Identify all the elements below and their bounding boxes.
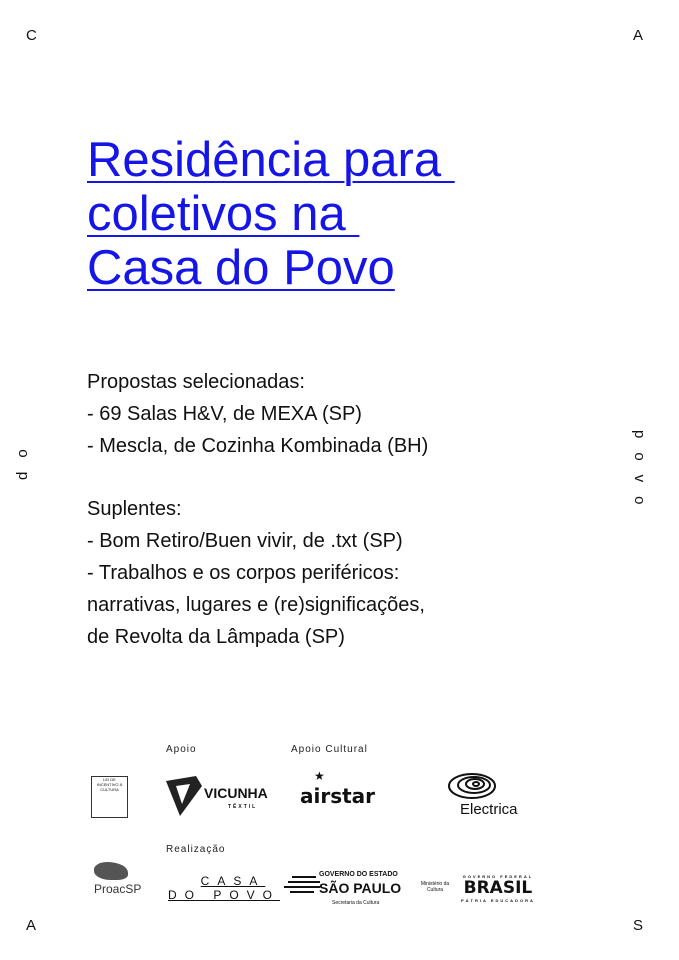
lei-incentivo-logo [91,776,128,818]
logo-text: Secretaria da Cultura [332,900,380,906]
logo-text: SÃO PAULO [319,880,402,896]
title-line[interactable]: Casa do Povo [87,241,395,295]
proac-logo [94,862,141,898]
logo-text: airstar [300,784,376,808]
sp-map-icon [284,873,320,897]
side-text-left: do [14,435,31,480]
logo-text: LEI DE INCENTIVO À CULTURA [96,777,123,792]
spiral-icon [447,772,497,802]
vicunha-mark-icon [166,776,204,816]
minc-logo: Ministério da Cultura [420,881,450,893]
section-heading: Propostas selecionadas: [87,371,305,393]
vicunha-logo [166,776,268,816]
airstar-logo [300,769,376,808]
sao-paulo-logo [284,871,409,911]
logo-text: BRASIL [463,878,533,898]
realizacao-label: Realização [166,844,226,855]
logo-text: CASA [200,874,266,888]
logo-text: Electrica [460,801,518,818]
list-item: narrativas, lugares e (re)significações, [87,594,425,616]
corner-letter: A [633,27,644,44]
title-line[interactable]: Residência para [87,133,455,187]
title-line[interactable]: coletivos na [87,187,360,241]
list-item: - Trabalhos e os corpos periféricos: [87,562,400,584]
logo-text: GOVERNO DO ESTADO [319,871,398,878]
alternates [87,493,425,653]
corner-letter: A [26,917,37,934]
logo-text: ProacSP [94,882,142,896]
logo-text: DO POVO [168,888,281,902]
corner-letter: C [26,27,37,44]
logo-text: VICUNHA [204,785,268,801]
apoio-cultural-label: Apoio Cultural [291,744,368,755]
list-item: - Bom Retiro/Buen vivir, de .txt (SP) [87,530,403,552]
map-icon [94,862,128,880]
page-title[interactable] [87,133,455,295]
logo-text: PÁTRIA EDUCADORA [461,898,535,903]
list-item: - Mescla, de Cozinha Kombinada (BH) [87,435,429,457]
electrica-logo [447,772,518,818]
apoio-label: Apoio [166,744,197,755]
logo-text: TÊXTIL [228,804,258,810]
brasil-logo [461,874,535,903]
side-text-right: povo [631,430,648,519]
list-item: de Revolta da Lâmpada (SP) [87,626,345,648]
logo-text: GOVERNO FEDERAL [462,874,534,879]
section-heading: Suplentes: [87,498,182,520]
selected-proposals [87,366,428,462]
star-icon: ★ [314,769,325,783]
corner-letter: S [633,917,644,934]
casa-do-povo-logo [168,874,280,902]
list-item: - 69 Salas H&V, de MEXA (SP) [87,403,362,425]
